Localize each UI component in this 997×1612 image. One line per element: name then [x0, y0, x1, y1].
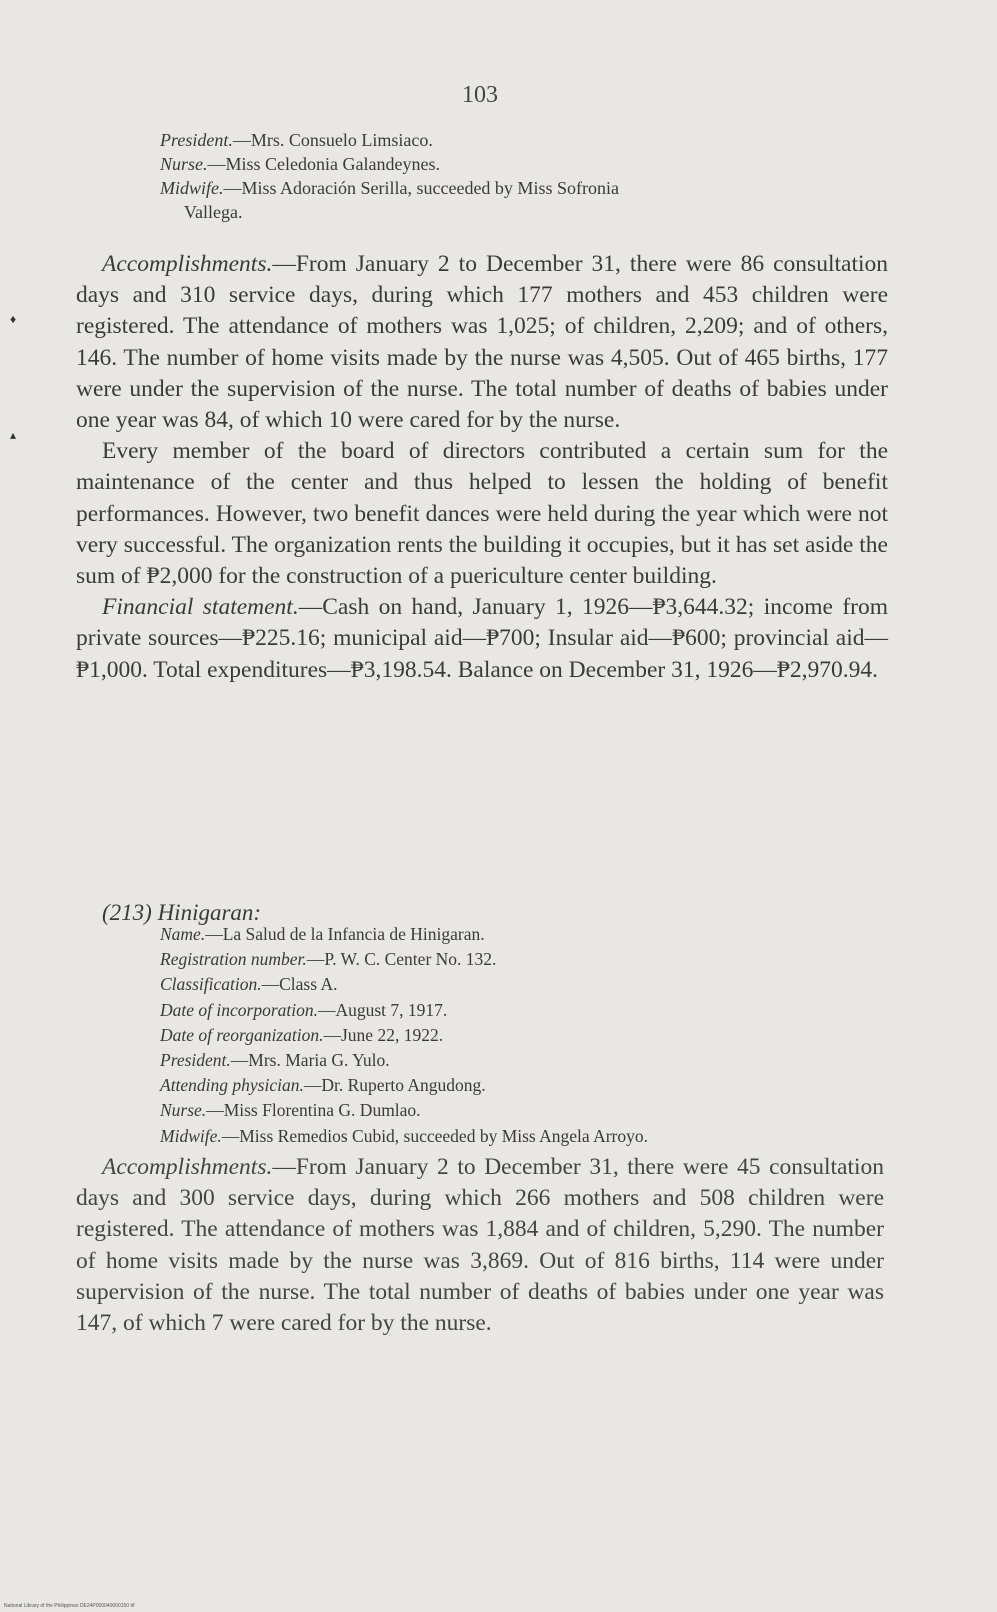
field-value: —P. W. C. Center No. 132.	[306, 949, 497, 970]
body-text-block-2	[76, 1152, 884, 1339]
field-line	[160, 1073, 648, 1098]
field-line	[160, 922, 648, 947]
field-label: President.	[160, 130, 233, 150]
body-text-block	[76, 249, 888, 686]
accomplishments-paragraph	[76, 249, 888, 436]
field-value: —Miss Celedonia Galandeynes.	[207, 154, 440, 174]
officer-continuation: Vallega.	[184, 202, 243, 222]
field-label: Date of reorganization.	[160, 1024, 324, 1045]
field-value: —August 7, 1917.	[317, 999, 448, 1020]
officer-line	[160, 152, 619, 176]
officers-list	[160, 128, 619, 224]
field-label: Registration number.	[160, 949, 307, 970]
field-label: Midwife.	[160, 1125, 222, 1146]
field-value: —Mrs. Maria G. Yulo.	[230, 1050, 390, 1071]
paragraph-text: —From January 2 to December 31, there were 45 consultation days and 300 service days, during which 266 mothers and 508 children were registered. The attendance of mothers was 1,884 and of children, 5,290. The number of home visits made by the nurse was 3,869. Out of 816 births, 114 were under supervision of the nurse. The total number of deaths of babies under one year was 147, of which 7 were cared for by the nurse.	[76, 1154, 884, 1337]
accomplishments-paragraph	[76, 1152, 884, 1339]
field-label: Name.	[160, 924, 206, 944]
page-number: 103	[462, 82, 498, 108]
field-line	[160, 972, 648, 997]
field-value: —Miss Adoración Serilla, succeeded by Miss Sofronia	[223, 178, 619, 198]
field-label: Nurse.	[160, 154, 208, 174]
section-fields-list	[160, 922, 648, 1149]
field-label: President.	[160, 1050, 231, 1071]
section-heading: (213) Hinigaran:	[102, 900, 262, 925]
field-value: —La Salud de la Infancia de Hinigaran.	[205, 924, 485, 944]
paragraph-label: Accomplishments.	[102, 251, 273, 277]
field-label: Date of incorporation.	[160, 999, 318, 1020]
margin-mark: ♦	[10, 312, 17, 326]
paragraph-text: —Cash on hand, January 1, 1926—₱3,644.32; income from private sources—₱225.16; municipal aid—₱700; Insular aid—₱600; provincial aid—₱1,000. Total expenditures—₱3,198.54. Balance on December 31, 1926—₱2,970.94.	[76, 594, 888, 683]
field-label: Nurse.	[160, 1100, 207, 1121]
field-value: —Class A.	[261, 974, 338, 995]
field-value: —June 22, 1922.	[323, 1024, 444, 1045]
paragraph-label: Accomplishments.	[102, 1154, 273, 1180]
field-value: —Miss Florentina G. Dumlao.	[206, 1100, 421, 1121]
financial-paragraph	[76, 592, 888, 686]
field-label: Attending physician.	[160, 1075, 304, 1096]
field-value: —Miss Remedios Cubid, succeeded by Miss Angela Arroyo.	[221, 1125, 649, 1146]
field-line	[160, 1124, 648, 1149]
field-line	[160, 1098, 648, 1123]
margin-mark: ▴	[10, 428, 17, 442]
field-line	[160, 1048, 648, 1073]
paragraph-text: —From January 2 to December 31, there were 86 consultation days and 310 service days, during which 177 mothers and 453 children were registered. The attendance of mothers was 1,025; of children, 2,209; and of others, 146. The number of home visits made by the nurse was 4,505. Out of 465 births, 177 were under the supervision of the nurse. The total number of deaths of babies under one year was 84, of which 10 were cared for by the nurse.	[76, 251, 888, 434]
field-line	[160, 998, 648, 1023]
field-line	[160, 1023, 648, 1048]
field-line	[160, 947, 648, 972]
officer-line	[160, 176, 619, 200]
field-label: Midwife.	[160, 178, 224, 198]
field-label: Classification.	[160, 974, 262, 995]
paragraph-label: Financial statement.	[102, 594, 299, 621]
field-value: —Dr. Ruperto Angudong.	[303, 1075, 486, 1096]
officer-line	[160, 128, 619, 152]
field-value: —Mrs. Consuelo Limsiaco.	[232, 130, 433, 150]
board-paragraph: Every member of the board of directors contributed a certain sum for the maintenance of the center and thus helped to lessen the holding of benefit performances. However, two benefit dances were held during the year which were not very successful. The organization rents the building it occupies, but it has set aside the sum of ₱2,000 for the construction of a puericulture center building.	[76, 438, 888, 590]
scan-footer: National Library of the Philippines DE24P000040000150 tif	[4, 1603, 135, 1609]
